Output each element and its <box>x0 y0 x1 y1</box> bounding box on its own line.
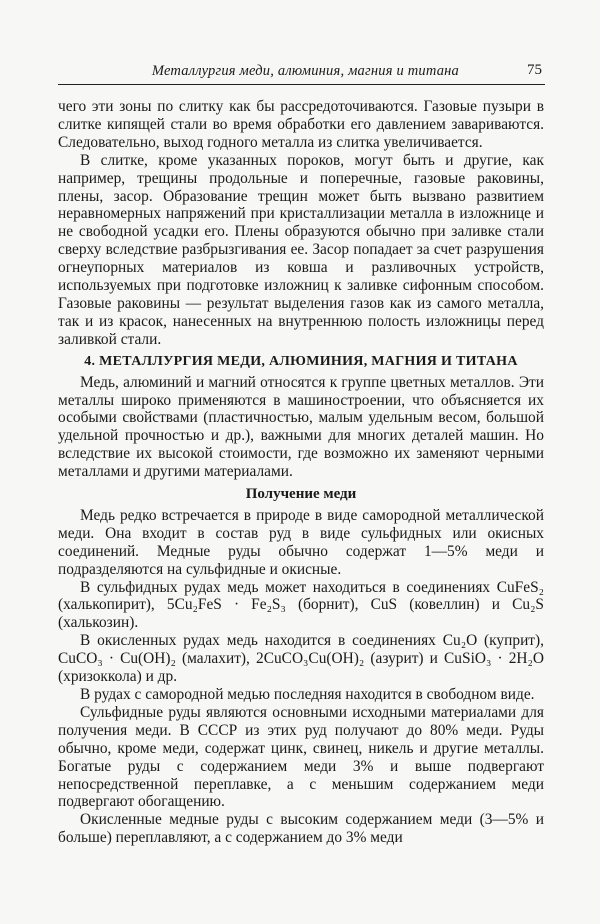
paragraph-ingot-defects: В слитке, кроме указанных пороков, могут быть и другие, как например, трещины продольные и поперечные, газовые раковины, плены, засор. Образование трещин может быть вызвано развитием неравномерных напряжений при кристаллизации металла в изложнице и не свободной усадки его. Плены образуются обычно при заливке стали сверху вследствие разбрызгивания ее. Засор попадает за счет разрушения огнеупорных материалов из ковша и разливочных устройств, используемых при подготовке изложниц к заливке сифонным способом. Газовые раковины — результат выделения газов как из самого металла, так и из красок, нанесенных на внутреннюю полость изложницы перед заливкой стали. <box>58 151 544 348</box>
paragraph-nonferrous-metals: Медь, алюминий и магний относятся к группе цветных металлов. Эти металлы широко применяются в машиностроении, что объясняется их особыми свойствами (пластичностью, малым удельным весом, большой удельной прочностью и др.), важными для многих деталей машин. Но вследствие их высокой стоимости, где возможно их заменяют черными металлами и другими материалами. <box>58 373 544 481</box>
paragraph-sulfide-raw-materials: Сульфидные руды являются основными исходными материалами для получения меди. В СССР из этих руд получают до 80% меди. Руды обычно, кроме меди, содержат цинк, свинец, никель и другие металлы. Богатые руды с содержанием меди 3% и выше подвергают непосредственной переплавке, а с меньшим содержанием меди подвергают обогащению. <box>58 703 544 811</box>
paragraph-native-copper: В рудах с самородной медью последняя находится в свободном виде. <box>80 686 535 703</box>
page-number: 75 <box>527 62 542 78</box>
paragraph-continuation: чего эти зоны по слитку как бы рассредоточиваются. Газовые пузыри в слитке кипящей стали во время обработки его давлением завариваются. Следовательно, выход годного металла из слитка увеличивается. <box>58 98 544 151</box>
paragraph-copper-occurrence: Медь редко встречается в природе в виде самородной металлической меди. Она входит в состав руд в виде сульфидных или окисных соединений. Медные руды обычно содержат 1—5% меди и подразделяются на сульфидные и окисные. <box>58 506 544 578</box>
running-title: Металлургия меди, алюминия, магния и титана <box>151 63 459 79</box>
paragraph-oxidized-processing: Окисленные медные руды с высоким содержанием меди (3—5% и больше) переплавляют, а с содержанием до 3% меди <box>58 811 544 847</box>
page-body <box>58 98 544 847</box>
subsection-heading: Получение меди <box>245 486 357 503</box>
section-heading: 4. МЕТАЛЛУРГИЯ МЕДИ, АЛЮМИНИЯ, МАГНИЯ И ТИТАНА <box>84 353 518 369</box>
page-header <box>58 60 545 85</box>
paragraph-oxidized-ores: В окисленных рудах медь находится в соединениях Cu₂O (куприт), CuCO₃ · Cu(OH)₂ (малахит), 2CuCO₃Cu(OH)₂ (азурит) и CuSiO₃ · 2H₂O (хризоккола) и др. <box>58 632 544 686</box>
paragraph-sulfide-ores: В сульфидных рудах медь может находиться в соединениях CuFeS₂ (халькопирит), 5Cu₂FeS · Fe₂S₃ (борнит), CuS (ковеллин) и Cu₂S (халькозин). <box>58 578 544 632</box>
